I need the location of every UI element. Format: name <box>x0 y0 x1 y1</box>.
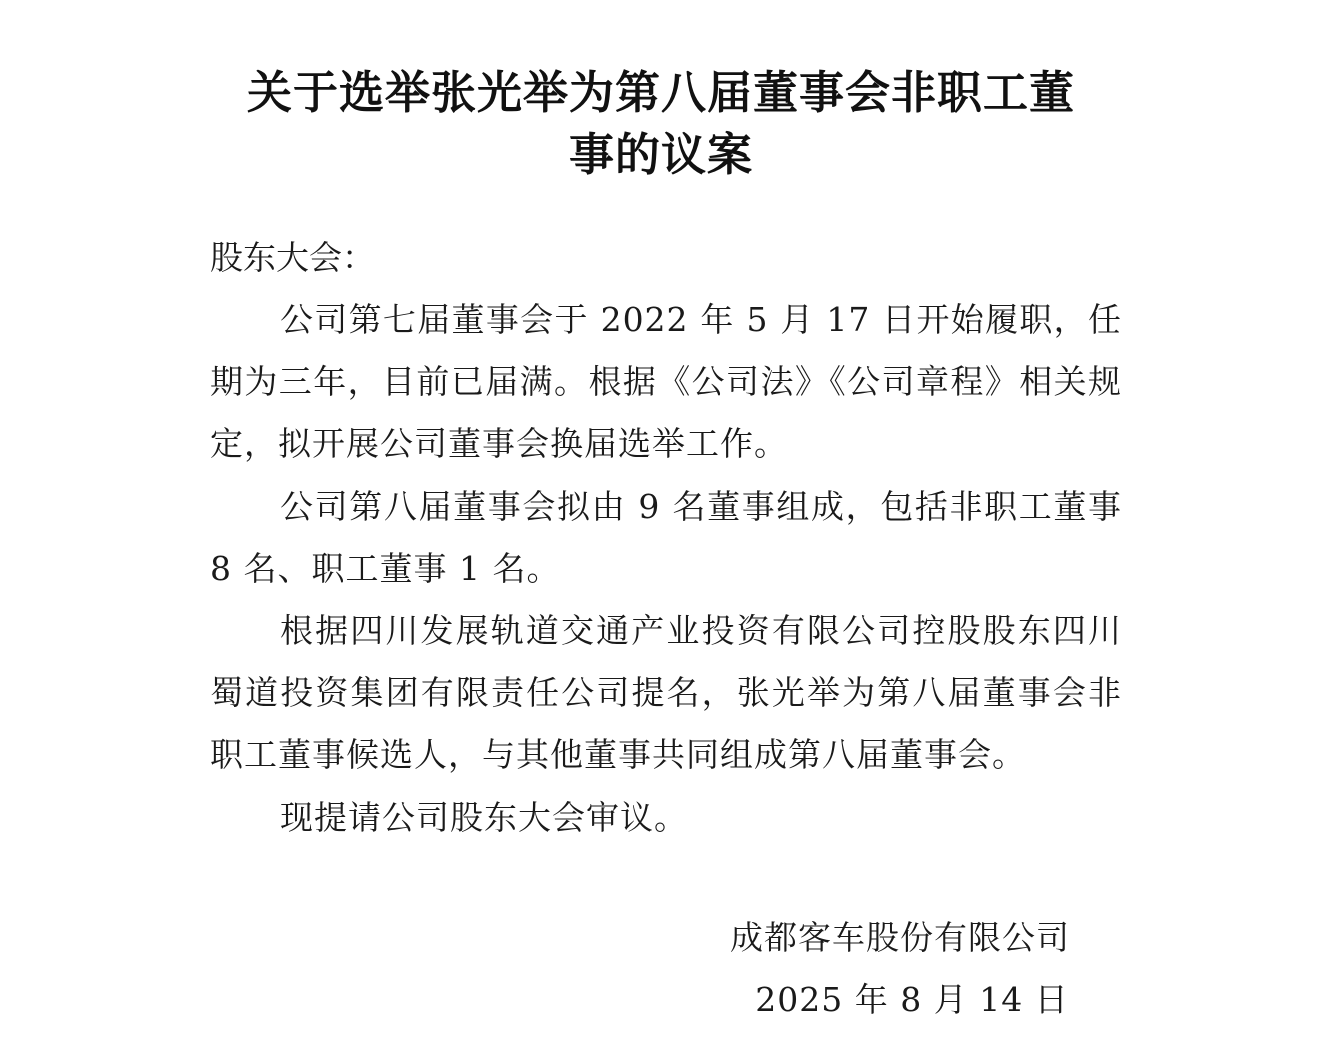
document-title <box>210 62 1112 186</box>
paragraph-term-expiry: 公司第七届董事会于 2022 年 5 月 17 日开始履职，任期为三年，目前已届满。根据《公司法》《公司章程》相关规定，拟开展公司董事会换届选举工作。 <box>210 300 1122 463</box>
signature-company: 成都客车股份有限公司 <box>730 918 1070 957</box>
paragraph-board-composition: 公司第八届董事会拟由 9 名董事组成，包括非职工董事 8 名、职工董事 1 名。 <box>210 487 1122 588</box>
title-line-1: 关于选举张光举为第八届董事会非职工董 <box>246 66 1075 119</box>
paragraph-request-review: 现提请公司股东大会审议。 <box>280 798 688 837</box>
salutation: 股东大会： <box>210 238 375 277</box>
paragraph-nomination: 根据四川发展轨道交通产业投资有限公司控股股东四川蜀道投资集团有限责任公司提名，张光举为第八届董事会非职工董事候选人，与其他董事共同组成第八届董事会。 <box>210 611 1122 774</box>
title-line-2: 事的议案 <box>568 128 753 181</box>
signature-date: 2025 年 8 月 14 日 <box>755 980 1069 1019</box>
